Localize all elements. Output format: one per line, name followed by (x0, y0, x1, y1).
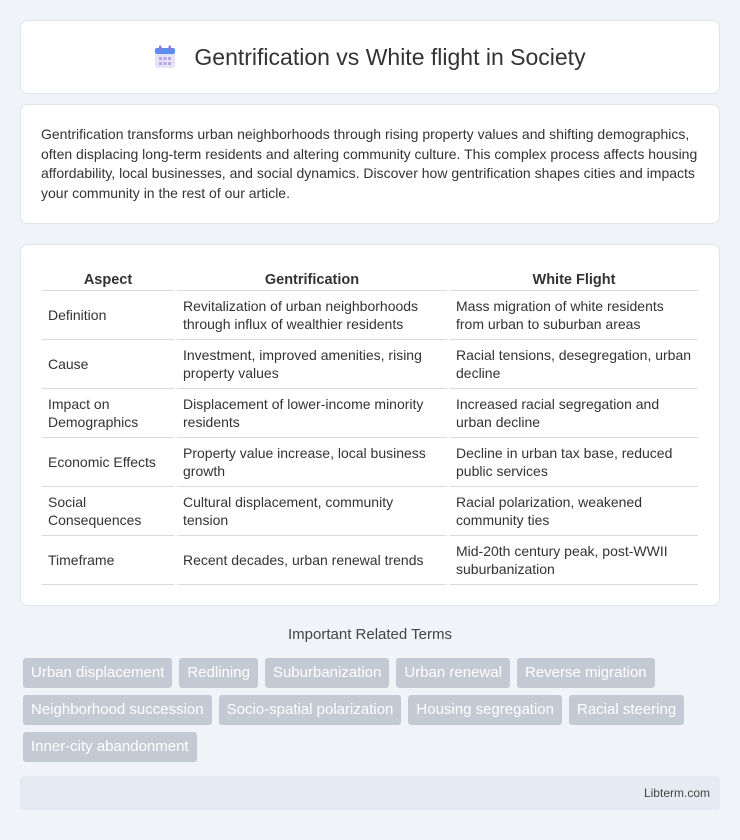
table-row (42, 389, 698, 438)
row-white-flight: Racial tensions, desegregation, urban decline (450, 340, 698, 389)
row-white-flight: Mid-20th century peak, post-WWII suburbanization (450, 536, 698, 585)
intro-text: Gentrification transforms urban neighborhoods through rising property values and shifting demographics, often displacing long-term residents and altering community culture. This complex process affects housing affordability, local businesses, and social dynamics. Discover how gentrification shapes cities and impacts your community in the rest of our article. (41, 126, 698, 201)
table-row (42, 487, 698, 536)
row-aspect: Timeframe (42, 536, 174, 585)
header-gentrification: Gentrification (177, 265, 447, 291)
row-aspect: Definition (42, 291, 174, 340)
table-row (42, 536, 698, 585)
row-gentrification: Revitalization of urban neighborhoods through influx of wealthier residents (177, 291, 447, 340)
row-gentrification: Displacement of lower-income minority residents (177, 389, 447, 438)
header-white-flight: White Flight (450, 265, 698, 291)
table-header-row (42, 265, 698, 291)
row-gentrification: Cultural displacement, community tension (177, 487, 447, 536)
header-aspect: Aspect (42, 265, 174, 291)
header-card (20, 20, 720, 94)
related-term-tag[interactable]: Socio-spatial polarization (219, 695, 402, 725)
row-white-flight: Decline in urban tax base, reduced public services (450, 438, 698, 487)
row-aspect: Economic Effects (42, 438, 174, 487)
intro-card (20, 104, 720, 224)
related-term-tag[interactable]: Urban renewal (396, 658, 510, 688)
table-row (42, 340, 698, 389)
related-term-tag[interactable]: Redlining (179, 658, 258, 688)
row-gentrification: Recent decades, urban renewal trends (177, 536, 447, 585)
page-title: Gentrification vs White flight in Society (194, 43, 586, 70)
row-white-flight: Racial polarization, weakened community ties (450, 487, 698, 536)
comparison-card (20, 244, 720, 606)
row-aspect: Social Consequences (42, 487, 174, 536)
calendar-icon (154, 45, 176, 69)
row-gentrification: Property value increase, local business growth (177, 438, 447, 487)
related-term-tag[interactable]: Racial steering (569, 695, 684, 725)
related-term-tag[interactable]: Housing segregation (408, 695, 562, 725)
comparison-table (39, 265, 701, 585)
row-aspect: Impact on Demographics (42, 389, 174, 438)
row-aspect: Cause (42, 340, 174, 389)
row-gentrification: Investment, improved amenities, rising property values (177, 340, 447, 389)
related-term-tag[interactable]: Inner-city abandonment (23, 732, 197, 762)
related-terms-list (23, 658, 723, 769)
related-term-tag[interactable]: Suburbanization (265, 658, 389, 688)
row-white-flight: Increased racial segregation and urban decline (450, 389, 698, 438)
related-term-tag[interactable]: Urban displacement (23, 658, 172, 688)
table-row (42, 438, 698, 487)
row-white-flight: Mass migration of white residents from urban to suburban areas (450, 291, 698, 340)
related-term-tag[interactable]: Neighborhood succession (23, 695, 212, 725)
table-row (42, 291, 698, 340)
related-term-tag[interactable]: Reverse migration (517, 658, 655, 688)
footer (20, 776, 720, 810)
related-terms-title: Important Related Terms (288, 626, 452, 643)
footer-site-link[interactable]: Libterm.com (643, 786, 710, 800)
